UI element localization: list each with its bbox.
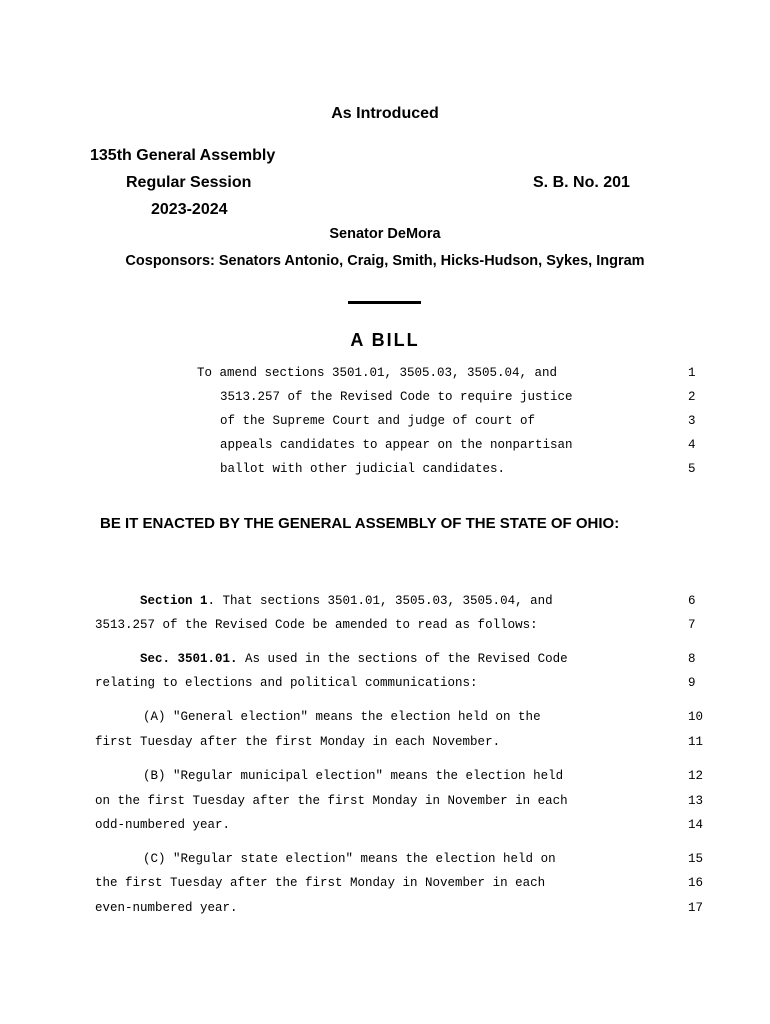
enacting-clause: BE IT ENACTED BY THE GENERAL ASSEMBLY OF THE STATE OF OHIO: <box>100 515 620 532</box>
line-number: 9 <box>688 676 696 690</box>
title-line: To amend sections 3501.01, 3505.03, 3505.04, and <box>197 366 558 380</box>
line-number: 1 <box>688 366 696 380</box>
body-line: the first Tuesday after the first Monday in November in each <box>95 876 546 890</box>
body-line: (A) "General election" means the election held on the <box>143 710 541 724</box>
body-line: first Tuesday after the first Monday in each November. <box>95 735 501 749</box>
line-number: 5 <box>688 462 696 476</box>
section-heading: Section 1 <box>140 594 208 608</box>
bill-number: S. B. No. 201 <box>533 174 630 191</box>
body-line: 3513.257 of the Revised Code be amended to read as follows: <box>95 618 538 632</box>
body-line: even-numbered year. <box>95 901 238 915</box>
line-number: 4 <box>688 438 696 452</box>
session-type: Regular Session <box>126 174 252 191</box>
bill-heading: A BILL <box>350 330 420 350</box>
line-number: 12 <box>688 769 704 783</box>
line-number: 6 <box>688 594 696 608</box>
bill-status: As Introduced <box>331 105 439 122</box>
line-number: 11 <box>688 735 704 749</box>
body-text: . That sections 3501.01, 3505.03, 3505.04, and <box>207 594 553 608</box>
body-text: As used in the sections of the Revised Code <box>237 652 568 666</box>
line-number: 8 <box>688 652 696 666</box>
sec-heading: Sec. 3501.01. <box>140 652 238 666</box>
line-number: 14 <box>688 818 704 832</box>
sponsor: Senator DeMora <box>329 226 441 242</box>
body-line: (C) "Regular state election" means the election held on <box>143 852 556 866</box>
line-number: 16 <box>688 876 704 890</box>
title-line: 3513.257 of the Revised Code to require justice <box>220 390 573 404</box>
line-number: 3 <box>688 414 696 428</box>
body-line: relating to elections and political communications: <box>95 676 478 690</box>
sec-line <box>140 650 568 668</box>
line-number: 13 <box>688 794 704 808</box>
line-number: 7 <box>688 618 696 632</box>
body-line: odd-numbered year. <box>95 818 231 832</box>
general-assembly: 135th General Assembly <box>90 147 276 164</box>
title-line: appeals candidates to appear on the nonpartisan <box>220 438 573 452</box>
body-line: (B) "Regular municipal election" means the election held <box>143 769 564 783</box>
line-number: 17 <box>688 901 704 915</box>
cosponsors: Cosponsors: Senators Antonio, Craig, Smith, Hicks-Hudson, Sykes, Ingram <box>125 253 645 269</box>
body-line: on the first Tuesday after the first Monday in November in each <box>95 794 568 808</box>
title-line: of the Supreme Court and judge of court of <box>220 414 536 428</box>
line-number: 10 <box>688 710 704 724</box>
divider-rule <box>348 301 421 304</box>
title-line: ballot with other judicial candidates. <box>220 462 506 476</box>
line-number: 15 <box>688 852 704 866</box>
section-1-line <box>140 592 553 610</box>
session-years: 2023-2024 <box>151 201 228 218</box>
line-number: 2 <box>688 390 696 404</box>
